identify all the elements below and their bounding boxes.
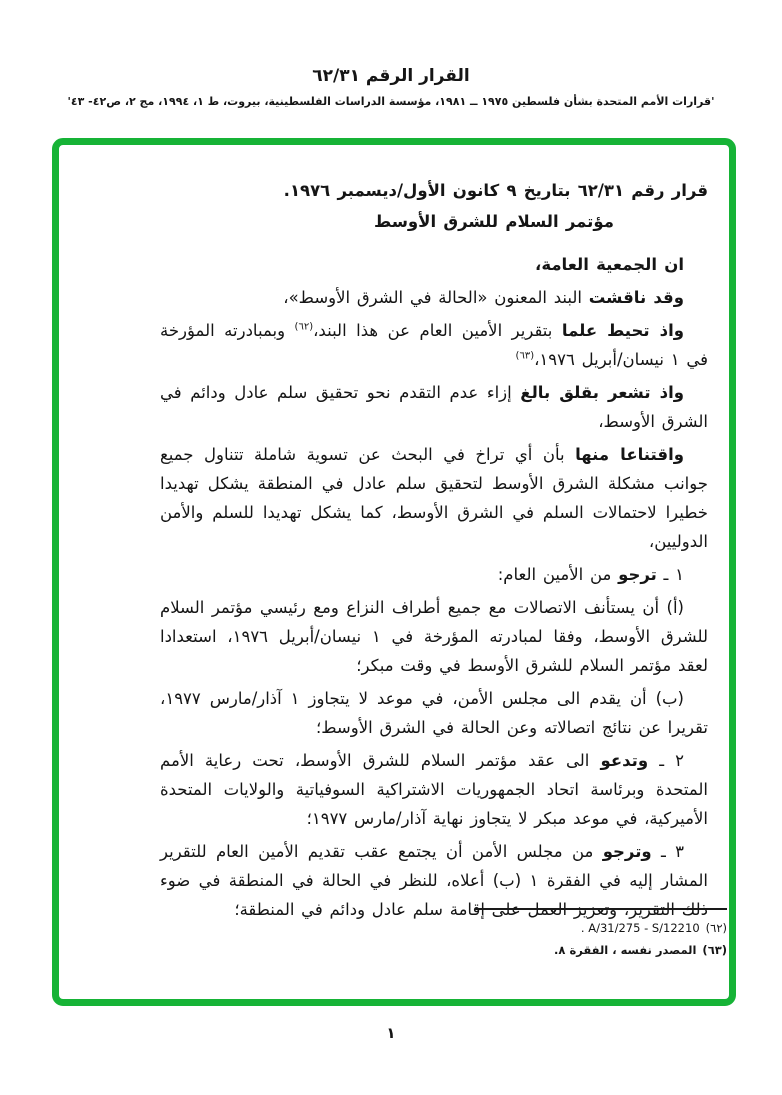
paragraph: واذ تشعر بقلق بالغ إزاء عدم التقدم نحو تحقيق سلم عادل ودائم في الشرق الأوسط، bbox=[160, 383, 708, 431]
paragraph: وقد ناقشت البند المعنون «الحالة في الشرق الأوسط»، bbox=[283, 288, 684, 307]
footnote bbox=[475, 939, 727, 961]
document-paragraphs bbox=[160, 250, 708, 924]
paragraph: واذ تحيط علما بتقرير الأمين العام عن هذا البند،$^{(٦٢)}$ وبمبادرته المؤرخة في ١ نيسان/أبريل ١٩٧٦،$^{(٦٣)}$ bbox=[160, 321, 708, 369]
paragraph: ان الجمعية العامة، bbox=[535, 255, 684, 274]
footnote-text: المصدر نفسه ، الفقرة ٨. bbox=[554, 943, 697, 957]
footnotes bbox=[475, 908, 727, 961]
document-heading-line2: مؤتمر السلام للشرق الأوسط bbox=[374, 212, 614, 231]
footnote-text: A/31/275 - S/12210 . bbox=[580, 921, 700, 935]
paragraph: ٣ ـ وترجو من مجلس الأمن أن يجتمع عقب تقديم الأمين العام للتقرير المشار إليه في الفقرة ١ (ب) أعلاه، للنظر في الحالة في المنطقة في ضوء ذلك التقرير، وتعزيز العمل على إقامة سلم عادل ودائم في المنطقة؛ bbox=[160, 842, 708, 919]
paragraph: ١ ـ ترجو من الأمين العام: bbox=[497, 565, 684, 584]
page-header bbox=[0, 66, 782, 108]
resolution-title: القرار الرقم ٦٢/٣١ bbox=[312, 66, 470, 86]
document-body bbox=[160, 176, 708, 928]
paragraph: (أ) أن يستأنف الاتصالات مع جميع أطراف النزاع ومع رئيسي مؤتمر السلام للشرق الأوسط، وفقا لمبادرته المؤرخة في ١ نيسان/أبريل ١٩٧٦، استعدادا لعقد مؤتمر السلام للشرق الأوسط في وقت مبكر؛ bbox=[160, 598, 708, 675]
source-citation: 'قرارات الأمم المتحدة بشأن فلسطين ١٩٧٥ ــ ١٩٨١، مؤسسة الدراسات الفلسطينية، بيروت، ط ١، ١٩٩٤، مج ٢، ص٤٢- ٤٣' bbox=[67, 95, 715, 108]
page-number: ١ bbox=[386, 1024, 396, 1042]
document-heading-line1: قرار رقم ٦٢/٣١ بتاريخ ٩ كانون الأول/ديسمبر ١٩٧٦. bbox=[283, 181, 708, 200]
footnote-marker: (٦٣) bbox=[702, 943, 727, 957]
footnote bbox=[475, 917, 727, 939]
paragraph: ٢ ـ وتدعو الى عقد مؤتمر السلام للشرق الأوسط، تحت رعاية الأمم المتحدة وبرئاسة اتحاد الجمهوريات الاشتراكية السوفياتية والولايات المتحدة الأميركية، في موعد مبكر لا يتجاوز نهاية آذار/مارس ١٩٧٧؛ bbox=[160, 751, 708, 828]
paragraph: واقتناعا منها بأن أي تراخ في البحث عن تسوية شاملة تتناول جميع جوانب مشكلة الشرق الأوسط لتحقيق سلم عادل في المنطقة يشكل تهديدا خطيرا لاحتمالات السلم في الشرق الأوسط، كما يشكل تهديدا للسلم والأمن الدوليين، bbox=[160, 445, 708, 551]
paragraph: (ب) أن يقدم الى مجلس الأمن، في موعد لا يتجاوز ١ آذار/مارس ١٩٧٧، تقريرا عن نتائج اتصالاته وعن الحالة في الشرق الأوسط؛ bbox=[160, 689, 708, 737]
footnote-marker: (٦٢) bbox=[705, 921, 727, 935]
